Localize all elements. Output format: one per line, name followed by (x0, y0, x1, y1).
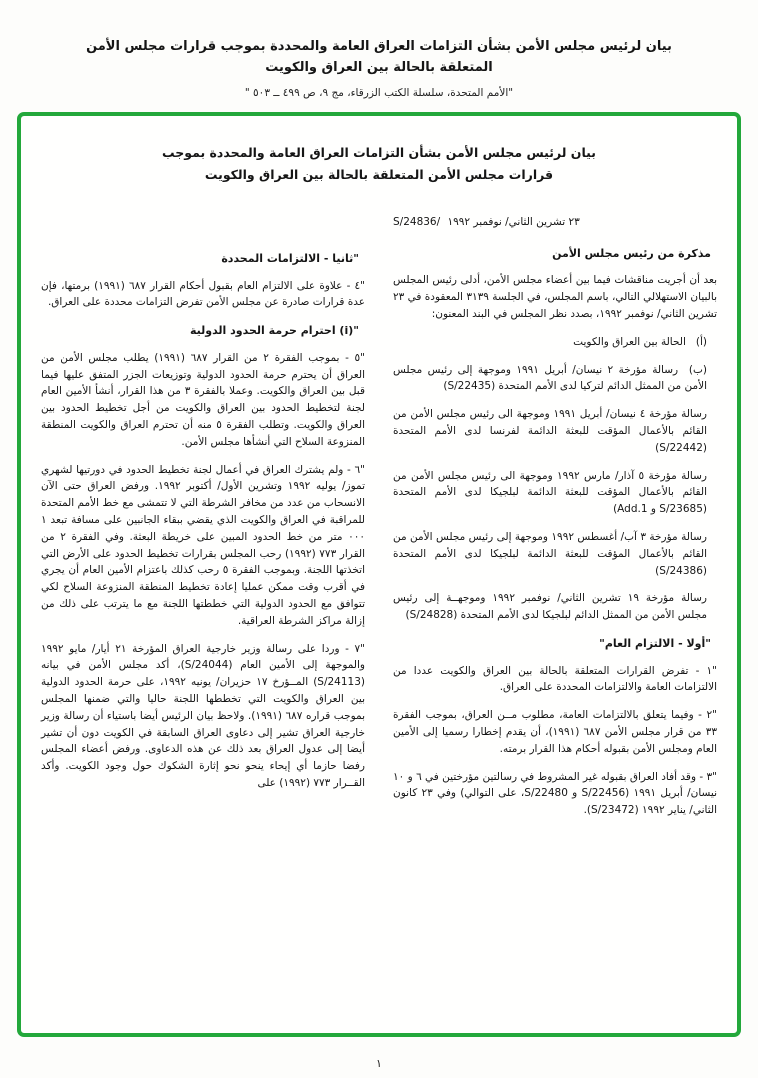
document-frame (17, 112, 741, 1037)
paragraph-5: "٥ - بموجب الفقرة ٢ من القرار ٦٨٧ (١٩٩١) يطلب مجلس الأمن من العراق أن يحترم حرمة الحدود الدولية وتوزيعات الجزر المتفق عليها فيما قبل بين العراق والكويت. وعملا بالفقرة ٣ من هذا القرار، أنشأ الأمين العام لجنة لتخطيط الحدود بين العراق والكويت من أجل تخطيط الحدود بين العراق والكويت. وتطلب الفقرة ٥ منه أن تحترم العراق والكويت المنطقة المنزوعة السلاح التي أنشأها مجلس الأمن. (41, 351, 365, 448)
page-number: ١ (376, 1057, 382, 1070)
paragraph-1: "١ - تفرض القرارات المتعلقة بالحالة بين العراق والكويت عددا من الالتزامات العامة والالتزامات المحددة على العراق. (393, 664, 717, 694)
memo-heading: مذكرة من رئيس مجلس الأمن (552, 246, 711, 260)
page-header (0, 36, 758, 99)
left-column (41, 214, 365, 830)
document-title-line2: قرارات مجلس الأمن المتعلقة بالحالة بين العراق والكويت (204, 167, 554, 182)
paragraph-4: "٤ - علاوة على الالتزام العام بقبول أحكام القرار ٦٨٧ (١٩٩١) برمتها، فإن عدة قرارات صادرة عن مجلس الأمن تفرض التزامات محددة على العراق. (41, 279, 365, 309)
two-column-layout (41, 214, 717, 830)
section-two-heading: "ثانيا - الالتزامات المحددة (221, 252, 359, 265)
source-citation: "الأمم المتحدة، سلسلة الكتب الزرقاء، مج ٩، ص ٤٩٩ ــ ٥٠٣ " (244, 87, 514, 99)
letter-paragraph-france: رسالة مؤرخة ٤ نيسان/ أبريل ١٩٩١ وموجهة الى رئيس مجلس الأمن من القائم بالأعمال المؤقت للبعثة الدائمة لفرنسا لدى الأمم المتحدة (S/22442) (393, 408, 707, 454)
header-title-line2: المتعلقة بالحالة بين العراق والكويت (265, 60, 493, 75)
agenda-item-a: (أ) الحالة بين العراق والكويت (573, 335, 707, 348)
letter-paragraph-belgium-november: رسالة مؤرخة ١٩ تشرين الثاني/ نوفمبر ١٩٩٢ وموجهــة إلى رئيس مجلس الأمن من الممثل الدائم لبلجيكا لدى الأمم المتحدة (S/24828) (393, 592, 707, 622)
document-symbol: S/24836/ (393, 216, 441, 228)
subsection-borders-heading: "(i) احترام حرمة الحدود الدولية (189, 324, 359, 338)
letter-paragraph-belgium-august: رسالة مؤرخة ٣ آب/ أغسطس ١٩٩٢ وموجهة إلى رئيس مجلس الأمن من القائم بالأعمال المؤقت للبعثة الدائمة لبلجيكا لدى الأمم المتحدة (S/24386) (393, 530, 707, 577)
paragraph-2: "٢ - وفيما يتعلق بالالتزامات العامة، مطلوب مــن العراق، بموجب الفقرة ٣٣ من قرار مجلس الأمن ٦٨٧ (١٩٩١)، أن يقدم إخطارا رسميا إلى الأمين العام ومجلس الأمن بقبوله أحكام هذا القرار برمته. (393, 709, 717, 755)
paragraph-3: "٣ - وقد أفاد العراق بقبوله غير المشروط في رسالتين مؤرختين في ٦ و ١٠ نيسان/ أبريل ١٩٩١ (S/22456 و S/22480، على التوالي) وفي ٢٣ كانون الثاني/ يناير ١٩٩٢ (S/23472). (393, 770, 718, 817)
intro-paragraph: بعد أن أجريت مناقشات فيما بين أعضاء مجلس الأمن، أدلى رئيس المجلس بالبيان الاستهلالي التالي، باسم المجلس، في الجلسة ٣١٣٩ المعقودة في ٢٣ تشرين الثاني/ نوفمبر ١٩٩٢، بصدد نظر المجلس في البند المعنون: (393, 274, 717, 320)
document-title-line1: بيان لرئيس مجلس الأمن بشأن التزامات العراق العامة والمحددة بموجب (162, 145, 596, 160)
paragraph-6: "٦ - ولم يشترك العراق في أعمال لجنة تخطيط الحدود في دورتيها لشهري تموز/ يوليه ١٩٩٢ وتشرين الأول/ أكتوبر ١٩٩٢. ورفض العراق حتى الآن الانسحاب من عدد من مخافر الشرطة التي لا تتمشى مع خط الأمم المتحدة للمراقبة في العراق والكويت الذي يقضي ببقاء الجانبين على مسافة تبعد ١ ٠٠٠ متر من خط الحدود المبين على خريطة البعثة. وفي الفقرة ٢ من القرار ٧٧٣ (١٩٩٢) رحب المجلس بقرارات تخطيط الحدود على الأرض التي اتخذتها اللجنة. وبموجب الفقرة ٥ رحب كذلك باعتزام الأمين العام أن يجري في أقرب وقت ممكن عمليا إعادة تخطيط المنطقة المنزوعة السلاح لكي تتوافق مع الحدود الدولية التي خططتها اللجنة مع ما يترتب على ذلك من إزالة مراكز الشرطة العراقية. (41, 463, 366, 627)
document-symbol-date (393, 214, 717, 231)
letter-paragraph-belgium-march: رسالة مؤرخة ٥ آذار/ مارس ١٩٩٢ وموجهة الى رئيس مجلس الأمن من القائم بالأعمال المؤقت للبعثة الدائمة لبلجيكا لدى الأمم المتحدة (S/23685 و Add.1) (393, 469, 708, 516)
paragraph-7: "٧ - وردا على رسالة وزير خارجية العراق المؤرخة ٢١ أيار/ مايو ١٩٩٢ والموجهة إلى الأمين العام (S/24044)، أكد مجلس الأمن في بيانه (S/24113) المــؤرخ ١٧ حزيران/ يونيه ١٩٩٢، على حرمة الحدود الدولية بين العراق والكويت التي تخططها اللجنة حاليا والتي ضمنها المجلس بموجب قراره ٦٨٧ (١٩٩١). ولاحظ بيان الرئيس أيضا باستياء أن رسالة وزير خارجية العراق تشير إلى دعاوى العراق السابقة في الكويت دون أن تشير أيضا إلى عدول العراق بعد ذلك عن هذه الدعاوى. ورفض أعضاء المجلس رفضا حازما أي إيحاء ينحو نحو إثارة الشكوك حول وجود الكويت. وأكد القــرار ٧٧٣ (١٩٩٢) على (41, 642, 366, 789)
agenda-item-b: (ب) رسالة مؤرخة ٢ نيسان/ أبريل ١٩٩١ وموجهة إلى رئيس مجلس الأمن من الممثل الدائم لتركيا لدى الأمم المتحدة (S/22435) (393, 363, 707, 393)
document-date: ٢٣ تشرين الثاني/ نوفمبر ١٩٩٢ (447, 216, 580, 228)
section-one-heading: "أولا - الالتزام العام" (599, 636, 711, 650)
header-title-line1: بيان لرئيس مجلس الأمن بشأن التزامات العراق العامة والمحددة بموجب قرارات مجلس الأمن (86, 39, 672, 54)
document-title (99, 142, 659, 186)
right-column (393, 214, 717, 830)
